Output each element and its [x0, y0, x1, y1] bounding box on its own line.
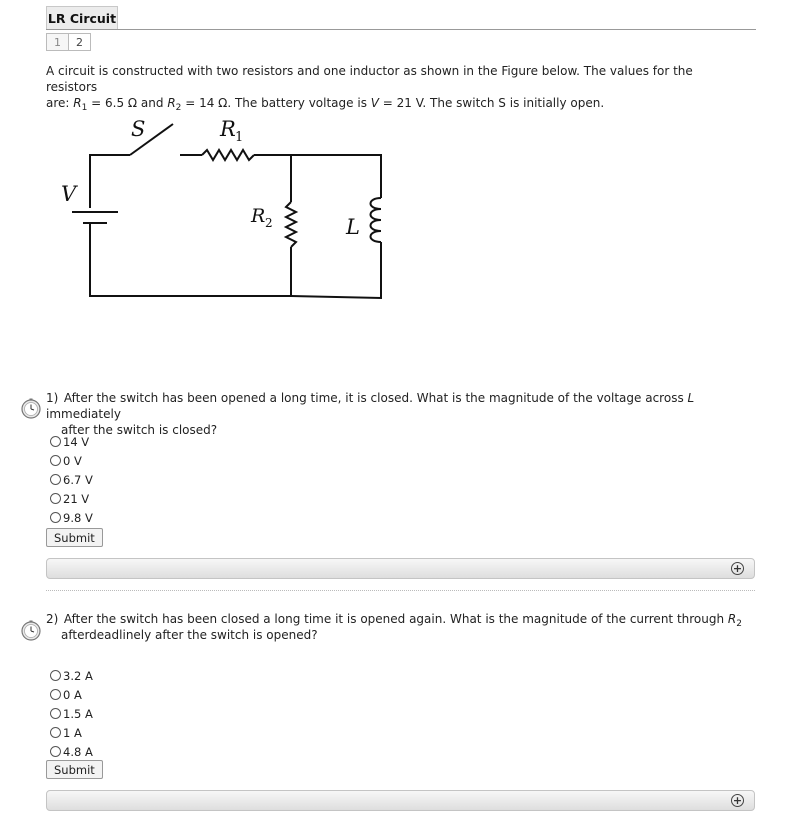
q2-choice[interactable]: 1 A: [50, 723, 93, 742]
page-2-button[interactable]: 2: [68, 33, 91, 51]
radio-button[interactable]: [50, 436, 61, 447]
radio-button[interactable]: [50, 689, 61, 700]
inductor-label: L: [346, 215, 360, 239]
radio-button[interactable]: [50, 708, 61, 719]
title-divider: [46, 29, 756, 30]
inductor-l: [371, 198, 382, 242]
wire-top-right: [254, 155, 381, 198]
q1-choice[interactable]: 6.7 V: [50, 470, 93, 489]
q1-choice[interactable]: 14 V: [50, 432, 93, 451]
battery-label: V: [61, 182, 77, 206]
q1-choice[interactable]: 9.8 V: [50, 508, 93, 527]
plus-circle-icon[interactable]: +: [732, 562, 743, 575]
radio-button[interactable]: [50, 727, 61, 738]
circuit-diagram: [50, 110, 400, 305]
q2-choice[interactable]: 0 A: [50, 685, 93, 704]
resistor-r2: [286, 202, 296, 247]
r2-label: R: [251, 205, 266, 227]
page-1-button[interactable]: 1: [46, 33, 69, 51]
radio-button[interactable]: [50, 474, 61, 485]
radio-button[interactable]: [50, 493, 61, 504]
q2-choice[interactable]: 4.8 A: [50, 742, 93, 761]
question-1-choices: [50, 432, 93, 527]
q2-feedback-bar[interactable]: [46, 790, 755, 811]
q2-submit-button[interactable]: Submit: [46, 760, 103, 779]
q1-choice[interactable]: 0 V: [50, 451, 93, 470]
r1-label-sub: 1: [235, 130, 244, 145]
switch-label: S: [131, 117, 146, 141]
question-1-text: 1) After the switch has been opened a long time, it is closed. What is the magnitude of the voltage across L immediately after the switch is closed?: [46, 391, 695, 437]
resistor-r1: [202, 150, 254, 160]
section-divider: [46, 590, 755, 591]
radio-button[interactable]: [50, 455, 61, 466]
plus-circle-icon[interactable]: +: [732, 794, 743, 807]
problem-statement: A circuit is constructed with two resistors and one inductor as shown in the Figure below. The values for the resistors are: $R_1 = 6.5$ Ω and $R_2 = 14$ Ω. The battery voltage is V = 21 V. The switch S is initially open.: [46, 64, 693, 113]
stopwatch-icon: [20, 619, 42, 641]
wire-top-left: [90, 155, 130, 208]
q2-choice[interactable]: 1.5 A: [50, 704, 93, 723]
question-2-choices: [50, 666, 93, 761]
r2-label-sub: 2: [265, 216, 273, 230]
wire-l-bottom: [291, 242, 381, 298]
wire-bottom: [90, 223, 291, 296]
r1-label: R: [220, 117, 236, 141]
radio-button[interactable]: [50, 746, 61, 757]
question-pager: [46, 33, 90, 51]
radio-button[interactable]: [50, 512, 61, 523]
question-2-text: 2) After the switch has been closed a long time it is opened again. What is the magnitude of the current through $R_2$ afterdeadlinely after the switch is opened?: [46, 612, 742, 642]
q1-submit-button[interactable]: Submit: [46, 528, 103, 547]
q1-feedback-bar[interactable]: [46, 558, 755, 579]
q2-choice[interactable]: 3.2 A: [50, 666, 93, 685]
radio-button[interactable]: [50, 670, 61, 681]
stopwatch-icon: [20, 397, 42, 419]
q1-choice[interactable]: 21 V: [50, 489, 93, 508]
assignment-title: LR Circuit: [46, 6, 118, 29]
